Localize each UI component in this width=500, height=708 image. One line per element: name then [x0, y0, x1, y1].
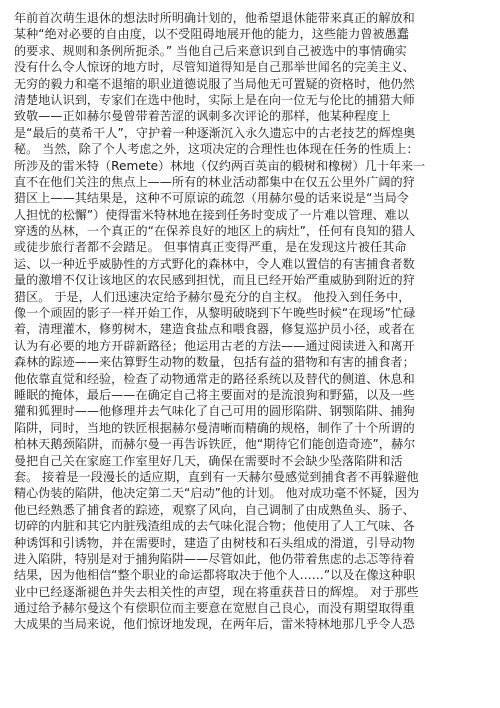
text-line: 猎区上——其结果是，这种不可原谅的疏忽（用赫尔曼的话来说是“当局令: [14, 191, 409, 206]
text-line: 睡眠的掩体，最后——在确定自己将主要面对的是流浪狗和野猫，以及一些: [14, 387, 415, 402]
text-line: 陷阱，同时，当地的铁匠根据赫尔曼清晰而精确的规格，制作了十个所谓的: [14, 420, 415, 435]
text-line: 业中已经逐渐褪色并失去相关性的声望，现在将重获昔日的辉煌。 对于那些: [14, 584, 419, 599]
text-line: 年前首次萌生退休的想法时所明确计划的，他希望退休能带来真正的解放和: [14, 11, 415, 25]
text-line: 所涉及的雷米特（Remete）林地（仅约两百英亩的椴树和橡树）几十年来一: [14, 158, 426, 173]
text-line: 切碎的内脏和其它内脏残渣组成的去气味化混合物；他使用了人工气味、各: [14, 519, 415, 534]
text-line: 通过给予赫尔曼这个有偿职位而主要意在宽慰自己良心，而没有期望取得重: [14, 601, 415, 616]
text-line: 着，清理灌木，修剪树木，建造食盐点和喂食器，修复巡护员小径，或者在: [14, 322, 415, 337]
text-line: 量的激增不仅让该地区的农民感到担忧，而且已经开始严重威胁到附近的狩: [14, 273, 415, 288]
text-line: 种诱饵和引诱物，并在需要时，建造了由树枝和石头组成的滑道，引导动物: [14, 535, 415, 550]
text-line: 清楚地认识到，专家们在选中他时，实际上是在向一位无与伦比的捕猎大师: [14, 92, 415, 107]
text-line: 或徒步旅行者都不会踏足。 但事情真正变得严重，是在发现这片被任其命: [14, 240, 407, 255]
text-line: 结果，因为他相信“整个职业的命运都将取决于他个人……”以及在像这种职: [14, 568, 416, 583]
text-line: 猎区。 于是，人们迅速决定给予赫尔曼充分的自主权。 他投入到任务中，: [14, 289, 411, 304]
text-line: 致敬——正如赫尔曼曾带着苦涩的讽刺多次评论的那样，他某种程度上: [14, 109, 391, 124]
text-line: 人担忧的松懈”）使得雷米特林地在接到任务时变成了一片难以管理、难以: [14, 207, 409, 222]
text-line: 无穷的毅力和毫不退缩的职业道德说服了当局他无可置疑的资格时，他仍然: [14, 76, 415, 91]
text-line: 精心伪装的陷阱，他决定第二天“启动”他的计划。 他对成功毫不怀疑，因为: [14, 486, 420, 501]
text-line: 像一个顽固的影子一样开始工作，从黎明破晓到下午晚些时候“在现场”忙碌: [14, 306, 416, 321]
text-line: 认为有必要的地方开辟新路径；他运用古老的方法——通过阅读进入和离开: [14, 338, 415, 353]
text-line: 他依靠直觉和经验，检查了动物通常走的路径系统以及替代的侧道、休息和: [14, 371, 415, 386]
text-line: 套。 接着是一段漫长的适应期，直到有一天赫尔曼感觉到捕食者不再躲避他: [14, 469, 419, 484]
text-line: 进入陷阱，特别是对于捕狗陷阱——尽管如此，他仍带着焦虑的忐忑等待着: [14, 551, 415, 566]
text-line: 獾和狐狸时——他修理并去气味化了自己可用的圆形陷阱、钢颚陷阱、捕狗: [14, 404, 415, 419]
text-line: 是“最后的莫希干人”，守护着一种逐渐沉入永久遗忘中的古老技艺的辉煌奥: [14, 125, 416, 140]
text-line: 直不在他们关注的焦点上——所有的林业活动都集中在仅五公里外广阔的狩: [14, 174, 415, 189]
text-line: 大成果的当局来说，他们惊讶地发现，在两年后，雷米特林地那几乎令人恐: [14, 617, 415, 632]
text-line: 某种“绝对必要的自由度，以不受阻碍地展开他的能力，这些能力曾被愚蠢: [14, 27, 409, 42]
text-line: 的要求、规则和条例所扼杀。” 当他自己后来意识到自己被选中的事情确实: [14, 43, 407, 58]
text-line: 他已经熟悉了捕食者的踪迹，观察了风向，自己调制了由成熟鱼头、肠子、: [14, 502, 415, 517]
text-line: 森林的踪迹——来估算野生动物的数量，包括有益的猎物和有害的捕食者；: [14, 355, 415, 370]
text-line: 曼把自己关在家庭工作室里好几天，确保在需要时不会缺少坠落陷阱和活: [14, 453, 403, 468]
text-line: 柏林天鹅颈陷阱，而赫尔曼一再告诉铁匠，他“期待它们能创造奇迹”，赫尔: [14, 437, 416, 452]
text-line: 穿透的丛林，一个真正的“在保养良好的地区上的病灶”，任何有良知的猎人: [14, 224, 416, 239]
text-line: 秘。 当然，除了个人考虑之外，这项决定的合理性也体现在任务的性质上：: [14, 142, 419, 157]
text-line: 没有什么令人惊讶的地方时，尽管知道得知是自己那举世闻名的完美主义、: [14, 60, 415, 75]
text-line: 运、以一种近乎威胁性的方式野化的森林中，令人难以置信的有害捕食者数: [14, 256, 415, 271]
